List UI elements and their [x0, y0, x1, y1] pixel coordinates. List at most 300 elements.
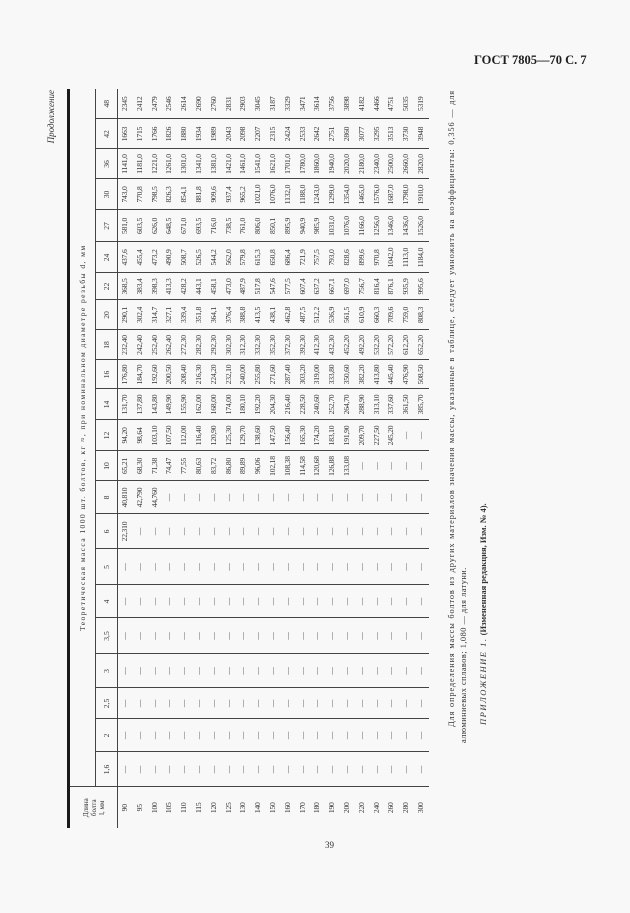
mass-cell: 3948 — [414, 119, 429, 149]
mass-cell: — — [222, 752, 237, 787]
mass-cell: 759,0 — [399, 300, 414, 330]
mass-cell: — — [133, 719, 148, 752]
mass-cell: — — [177, 719, 192, 752]
mass-cell: 2831 — [222, 89, 237, 119]
mass-cell: 86,80 — [222, 451, 237, 481]
mass-cell: — — [266, 618, 281, 654]
mass-cell: 547,6 — [266, 273, 281, 300]
mass-cell: 2207 — [251, 119, 266, 149]
mass-cell: — — [414, 752, 429, 787]
diameter-header: 36 — [96, 149, 118, 179]
mass-cell: — — [266, 719, 281, 752]
mass-cell: — — [310, 481, 325, 514]
table-row — [370, 89, 385, 828]
mass-cell: 743,0 — [118, 179, 133, 210]
mass-cell: 709,6 — [384, 300, 399, 330]
mass-cell: — — [192, 549, 207, 585]
mass-cell: 1541,0 — [251, 149, 266, 179]
mass-cell: 208,40 — [177, 360, 192, 389]
mass-cell: 985,9 — [310, 210, 325, 242]
mass-cell: 2340,0 — [370, 149, 385, 179]
mass-cell: — — [325, 752, 340, 787]
mass-cell: — — [207, 585, 222, 618]
length-header-line: l, мм — [97, 800, 106, 815]
mass-cell: 532,20 — [370, 330, 385, 360]
bolt-length-cell: 95 — [134, 804, 144, 812]
mass-cell: 660,3 — [370, 300, 385, 330]
mass-cell: — — [399, 688, 414, 719]
mass-cell: 697,0 — [340, 273, 355, 300]
mass-cell: 376,4 — [222, 300, 237, 330]
mass-cell: — — [207, 618, 222, 654]
mass-cell: — — [236, 514, 251, 549]
bolt-mass-table — [67, 89, 429, 828]
mass-cell: 1526,0 — [414, 210, 429, 242]
mass-cell: — — [118, 654, 133, 688]
mass-cell: 339,4 — [177, 300, 192, 330]
mass-cell: 438,1 — [266, 300, 281, 330]
mass-cell: — — [399, 719, 414, 752]
mass-cell: 65,21 — [118, 451, 133, 481]
mass-cell: — — [207, 719, 222, 752]
bolt-length-cell: 160 — [282, 802, 292, 814]
mass-cell: 133,08 — [340, 451, 355, 481]
mass-cell: — — [236, 618, 251, 654]
mass-cell: 398,3 — [148, 273, 163, 300]
mass-cell: 1256,0 — [370, 210, 385, 242]
mass-cell: — — [177, 514, 192, 549]
mass-cell: — — [355, 752, 370, 787]
mass-cell: — — [340, 514, 355, 549]
mass-cell: 3513 — [384, 119, 399, 149]
table-row — [266, 89, 281, 828]
table-row — [236, 89, 251, 828]
mass-cell: 262,40 — [162, 330, 177, 360]
mass-cell: 314,7 — [148, 300, 163, 330]
mass-cell: — — [118, 585, 133, 618]
mass-cell: — — [310, 719, 325, 752]
mass-cell: 579,8 — [236, 242, 251, 273]
mass-cell: — — [236, 549, 251, 585]
mass-cell: — — [177, 688, 192, 719]
diameter-header: 3,5 — [96, 618, 118, 654]
table-row — [384, 89, 399, 828]
mass-cell: 1934 — [192, 119, 207, 149]
mass-cell: — — [251, 688, 266, 719]
mass-cell: 1766 — [148, 119, 163, 149]
mass-cell: — — [399, 618, 414, 654]
mass-cell: 192,20 — [251, 389, 266, 420]
mass-cell: — — [222, 549, 237, 585]
mass-cell: 4182 — [355, 89, 370, 119]
mass-cell: 332,30 — [251, 330, 266, 360]
mass-cell: 74,47 — [162, 451, 177, 481]
mass-cell: 2424 — [281, 119, 296, 149]
mass-cell: 3329 — [281, 89, 296, 119]
mass-cell: — — [177, 654, 192, 688]
mass-cell: 562,0 — [222, 242, 237, 273]
mass-cell: — — [355, 549, 370, 585]
mass-cell: 3471 — [296, 89, 311, 119]
mass-cell: — — [399, 420, 414, 451]
mass-cell: 1341,0 — [192, 149, 207, 179]
mass-cell: — — [133, 618, 148, 654]
mass-cell: — — [162, 654, 177, 688]
table-row — [355, 89, 370, 828]
mass-cell: — — [325, 481, 340, 514]
mass-cell: — — [384, 585, 399, 618]
mass-cell: 2642 — [310, 119, 325, 149]
mass-cell: — — [399, 451, 414, 481]
mass-cell: 1465,0 — [355, 179, 370, 210]
mass-cell: 667,1 — [325, 273, 340, 300]
mass-cell: — — [236, 688, 251, 719]
mass-cell: — — [370, 752, 385, 787]
table-body — [118, 89, 429, 828]
mass-cell: — — [340, 585, 355, 618]
mass-cell: 798,5 — [148, 179, 163, 210]
mass-group-header: Теоретическая масса 1000 шт. болтов, кг ≈, при номинальном диаметре резьбы d, мм — [69, 89, 96, 787]
mass-cell: 413,3 — [162, 273, 177, 300]
mass-cell: — — [177, 618, 192, 654]
mass-cell: 1780,0 — [296, 149, 311, 179]
mass-cell: 240,00 — [236, 360, 251, 389]
mass-cell: 854,1 — [177, 179, 192, 210]
mass-cell: — — [399, 585, 414, 618]
mass-cell: 129,70 — [236, 420, 251, 451]
mass-cell: — — [281, 585, 296, 618]
mass-cell: 738,5 — [222, 210, 237, 242]
bolt-length-cell: 125 — [223, 802, 233, 814]
mass-cell: 155,90 — [177, 389, 192, 420]
mass-cell: — — [251, 752, 266, 787]
mass-cell: 120,90 — [207, 420, 222, 451]
mass-cell: 881,8 — [192, 179, 207, 210]
mass-cell: 352,30 — [266, 330, 281, 360]
mass-cell: 899,6 — [355, 242, 370, 273]
mass-cell: — — [414, 481, 429, 514]
mass-cell: — — [251, 618, 266, 654]
mass-cell: — — [148, 688, 163, 719]
table-row — [325, 89, 340, 828]
mass-cell: 603,5 — [133, 210, 148, 242]
mass-cell: — — [281, 514, 296, 549]
mass-cell: — — [251, 514, 266, 549]
mass-cell: — — [399, 549, 414, 585]
mass-cell: 71,38 — [148, 451, 163, 481]
table-row — [192, 89, 207, 828]
bolt-length-cell: 140 — [253, 802, 263, 814]
mass-cell: — — [370, 688, 385, 719]
mass-cell: 2180,0 — [355, 149, 370, 179]
mass-cell: 572,20 — [384, 330, 399, 360]
table-row — [310, 89, 325, 828]
mass-cell: 149,90 — [162, 389, 177, 420]
length-header-line: Длина — [81, 798, 90, 818]
mass-cell: — — [310, 618, 325, 654]
mass-cell: 103,10 — [148, 420, 163, 451]
table-row — [399, 89, 414, 828]
mass-cell: — — [251, 481, 266, 514]
mass-cell: 2345 — [118, 89, 133, 119]
mass-cell: — — [355, 618, 370, 654]
mass-cell: 1354,0 — [340, 179, 355, 210]
mass-cell: — — [222, 654, 237, 688]
mass-cell: — — [296, 585, 311, 618]
mass-cell: — — [414, 420, 429, 451]
mass-cell: 1184,0 — [414, 242, 429, 273]
mass-cell: 1132,0 — [281, 179, 296, 210]
mass-cell: 828,6 — [340, 242, 355, 273]
mass-cell: 327,1 — [162, 300, 177, 330]
mass-cell: — — [266, 654, 281, 688]
mass-cell: 443,1 — [192, 273, 207, 300]
mass-cell: 806,0 — [251, 210, 266, 242]
mass-cell: 1031,0 — [325, 210, 340, 242]
bolt-length-cell: 120 — [208, 802, 218, 814]
mass-cell: 271,60 — [266, 360, 281, 389]
mass-cell: — — [192, 688, 207, 719]
mass-cell: 544,2 — [207, 242, 222, 273]
mass-cell: 165,30 — [296, 420, 311, 451]
mass-cell: 1299,0 — [325, 179, 340, 210]
mass-cell: 372,30 — [281, 330, 296, 360]
mass-cell: — — [148, 514, 163, 549]
mass-cell: — — [148, 618, 163, 654]
mass-cell: 89,89 — [236, 451, 251, 481]
diameter-header: 2 — [96, 719, 118, 752]
mass-cell: — — [414, 618, 429, 654]
bolt-length-cell: 240 — [371, 802, 381, 814]
mass-cell: — — [384, 451, 399, 481]
diameter-header: 10 — [96, 451, 118, 481]
mass-cell: — — [118, 549, 133, 585]
mass-cell: 209,70 — [355, 420, 370, 451]
mass-cell: 174,00 — [222, 389, 237, 420]
mass-cell: — — [207, 481, 222, 514]
mass-cell: — — [281, 549, 296, 585]
mass-cell: — — [399, 481, 414, 514]
diameter-header: 6 — [96, 514, 118, 549]
mass-cell: — — [236, 585, 251, 618]
mass-cell: 240,60 — [310, 389, 325, 420]
mass-cell: — — [118, 719, 133, 752]
mass-cell: 1243,0 — [310, 179, 325, 210]
mass-cell: 3045 — [251, 89, 266, 119]
annex-note — [478, 503, 488, 725]
mass-cell: 793,0 — [325, 242, 340, 273]
mass-cell: — — [162, 481, 177, 514]
mass-cell: 1381,0 — [207, 149, 222, 179]
mass-cell: 333,80 — [325, 360, 340, 389]
mass-cell: — — [414, 719, 429, 752]
mass-cell: 517,8 — [251, 273, 266, 300]
mass-cell: — — [340, 549, 355, 585]
mass-cell: 473,0 — [222, 273, 237, 300]
mass-cell: 94,20 — [118, 420, 133, 451]
mass-cell: 1166,0 — [355, 210, 370, 242]
table-row — [251, 89, 266, 828]
mass-cell: — — [281, 481, 296, 514]
mass-cell: 3295 — [370, 119, 385, 149]
mass-cell: — — [384, 514, 399, 549]
mass-cell: 412,30 — [310, 330, 325, 360]
diameter-header: 16 — [96, 360, 118, 389]
mass-cell: 1188,0 — [296, 179, 311, 210]
mass-cell: — — [340, 688, 355, 719]
mass-cell: — — [222, 719, 237, 752]
mass-cell: — — [384, 481, 399, 514]
mass-cell: — — [310, 752, 325, 787]
mass-cell: — — [133, 514, 148, 549]
mass-cell: 935,9 — [399, 273, 414, 300]
mass-cell: 610,9 — [355, 300, 370, 330]
mass-cell: — — [384, 549, 399, 585]
mass-cell: 1715 — [133, 119, 148, 149]
bolt-length-cell: 115 — [193, 802, 203, 814]
mass-cell: 1687,0 — [384, 179, 399, 210]
mass-cell: 413,5 — [251, 300, 266, 330]
mass-cell: — — [118, 688, 133, 719]
mass-cell: 1860,0 — [310, 149, 325, 179]
mass-cell: — — [133, 688, 148, 719]
bolt-length-cell: 300 — [415, 802, 425, 814]
length-column-header — [69, 787, 118, 828]
mass-cell: 487,5 — [296, 300, 311, 330]
bolt-length-cell: 170 — [297, 802, 307, 814]
mass-cell: 1301,0 — [177, 149, 192, 179]
mass-cell: 382,20 — [355, 360, 370, 389]
mass-cell: 1181,0 — [133, 149, 148, 179]
mass-cell: — — [266, 688, 281, 719]
mass-cell: — — [266, 585, 281, 618]
mass-cell: 350,60 — [340, 360, 355, 389]
mass-cell: — — [162, 752, 177, 787]
mass-cell: 909,6 — [207, 179, 222, 210]
mass-cell: 1021,0 — [251, 179, 266, 210]
mass-cell: 413,80 — [370, 360, 385, 389]
mass-cell: — — [414, 688, 429, 719]
mass-cell: — — [177, 481, 192, 514]
mass-cell: — — [340, 481, 355, 514]
bolt-length-cell: 150 — [267, 802, 277, 814]
mass-cell: 770,8 — [133, 179, 148, 210]
mass-cell: 302,4 — [133, 300, 148, 330]
mass-cell: — — [162, 719, 177, 752]
mass-cell: — — [207, 688, 222, 719]
mass-cell: 612,20 — [399, 330, 414, 360]
mass-cell: 3730 — [399, 119, 414, 149]
mass-cell: 191,90 — [340, 420, 355, 451]
mass-cell: 626,0 — [148, 210, 163, 242]
mass-cell: 126,88 — [325, 451, 340, 481]
mass-cell: — — [222, 618, 237, 654]
diameter-header-row — [96, 89, 118, 828]
mass-cell: — — [148, 719, 163, 752]
mass-cell: — — [222, 481, 237, 514]
mass-cell: 876,1 — [384, 273, 399, 300]
mass-cell: 3756 — [325, 89, 340, 119]
mass-cell: — — [414, 549, 429, 585]
mass-cell: 44,760 — [148, 481, 163, 514]
table-row — [162, 89, 177, 828]
mass-cell: — — [340, 618, 355, 654]
mass-cell: 2660,0 — [399, 149, 414, 179]
mass-cell: 125,30 — [222, 420, 237, 451]
mass-cell: 1042,0 — [384, 242, 399, 273]
mass-cell: 116,40 — [192, 420, 207, 451]
mass-cell: 80,63 — [192, 451, 207, 481]
mass-cell: — — [133, 654, 148, 688]
mass-cell: — — [296, 719, 311, 752]
mass-cell: 2690 — [192, 89, 207, 119]
bolt-length-cell: 220 — [356, 802, 366, 814]
mass-cell: — — [384, 654, 399, 688]
mass-cell: — — [355, 514, 370, 549]
mass-cell: 492,20 — [355, 330, 370, 360]
mass-cell: 351,8 — [192, 300, 207, 330]
mass-cell: 216,40 — [281, 389, 296, 420]
mass-cell: 693,5 — [192, 210, 207, 242]
mass-cell: 607,4 — [296, 273, 311, 300]
mass-cell: 1989 — [207, 119, 222, 149]
mass-cell: — — [384, 688, 399, 719]
mass-cell: — — [325, 719, 340, 752]
mass-cell: 1421,0 — [222, 149, 237, 179]
mass-cell: 147,50 — [266, 420, 281, 451]
mass-cell: 204,30 — [266, 389, 281, 420]
mass-cell: 4466 — [370, 89, 385, 119]
mass-cell: 2820,0 — [414, 149, 429, 179]
mass-cell: — — [340, 719, 355, 752]
mass-cell: — — [251, 549, 266, 585]
mass-cell: — — [281, 654, 296, 688]
mass-cell: — — [384, 752, 399, 787]
mass-cell: — — [340, 752, 355, 787]
mass-cell: — — [325, 654, 340, 688]
mass-cell: — — [236, 719, 251, 752]
mass-cell: 22,310 — [118, 514, 133, 549]
mass-cell: 512,2 — [310, 300, 325, 330]
mass-cell: 42,790 — [133, 481, 148, 514]
mass-cell: 721,9 — [296, 242, 311, 273]
mass-cell: — — [207, 549, 222, 585]
diameter-header: 1,6 — [96, 752, 118, 787]
mass-cell: — — [296, 481, 311, 514]
mass-cell: — — [162, 688, 177, 719]
mass-cell: — — [296, 654, 311, 688]
mass-cell: 131,70 — [118, 389, 133, 420]
diameter-header: 22 — [96, 273, 118, 300]
mass-cell: 232,10 — [222, 360, 237, 389]
mass-cell: 816,4 — [370, 273, 385, 300]
mass-cell: — — [370, 654, 385, 688]
document-header: ГОСТ 7805—70 С. 7 — [474, 53, 587, 67]
mass-cell: 1221,0 — [148, 149, 163, 179]
mass-cell: 2098 — [236, 119, 251, 149]
mass-cell: 242,40 — [133, 330, 148, 360]
mass-cell: 96,06 — [251, 451, 266, 481]
mass-cell: 1141,0 — [118, 149, 133, 179]
mass-cell: — — [370, 719, 385, 752]
mass-cell: — — [384, 618, 399, 654]
mass-cell: 302,30 — [222, 330, 237, 360]
mass-cell: — — [414, 585, 429, 618]
diameter-header: 20 — [96, 300, 118, 330]
mass-cell: 577,5 — [281, 273, 296, 300]
mass-cell: — — [207, 654, 222, 688]
mass-cell: 1261,0 — [162, 149, 177, 179]
